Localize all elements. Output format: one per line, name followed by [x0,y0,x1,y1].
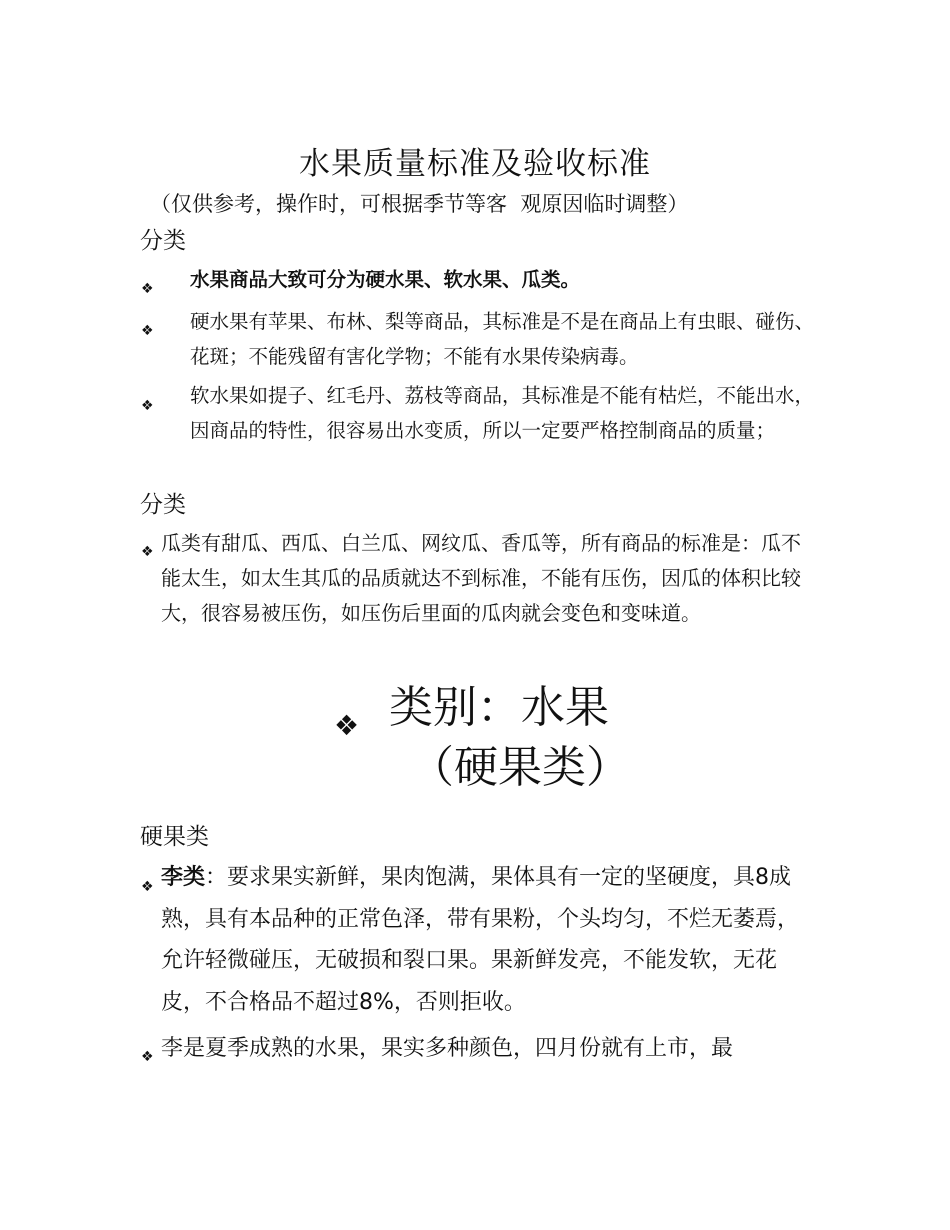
category-title: 类别：水果 [389,682,609,733]
section-heading-classification: 分类 [140,492,186,518]
list-item: 瓜类有甜瓜、西瓜、白兰瓜、网纹瓜、香瓜等，所有商品的标准是：瓜不能太生，如太生其瓜的品质就达不到标准，不能有压伤，因瓜的体积比较大，很容易被压伤，如压伤后里面的瓜肉就会变色和变味道。 [161,531,801,625]
list-item: 软水果如提子、红毛丹、荔枝等商品，其标准是不能有枯烂，不能出水，因商品的特性，很容易出水变质，所以一定要严格控制商品的质量； [190,384,815,442]
bullet-icon: ❖ [334,709,360,742]
list-item: 李是夏季成熟的水果，果实多种颜色，四月份就有上市，最 [161,1036,734,1061]
section-heading-hard-fruit: 硬果类 [140,824,209,850]
list-item: 硬水果有苹果、布林、梨等商品，其标准是不是在商品上有虫眼、碰伤、花斑；不能残留有害化学物；不能有水果传染病毒。 [190,310,815,368]
bullet-icon: ❖ [141,879,154,895]
bullet-icon: ❖ [141,398,154,414]
bullet-icon: ❖ [141,323,154,339]
category-subtitle: （硬果类） [410,742,630,793]
bullet-icon: ❖ [141,1049,154,1065]
item-label: 李类 [161,865,206,890]
item-text: ：要求果实新鲜，果肉饱满，果体具有一定的坚硬度，具8成熟，具有本品种的正常色泽，带有果粉，个头均匀，不烂无萎焉，允许轻微碰压，无破损和裂口果。果新鲜发亮，不能发软，无花皮，不合格品不超过8%，否则拒收。 [161,865,800,1015]
bullet-icon: ❖ [141,281,154,297]
bullet-icon: ❖ [141,544,154,560]
list-item [161,857,816,1023]
document-subtitle: （仅供参考，操作时，可根据季节等客 观原因临时调整） [150,192,689,216]
list-item: 水果商品大致可分为硬水果、软水果、瓜类。 [190,268,581,291]
category-heading [0,678,950,798]
document-title: 水果质量标准及验收标准 [299,146,651,182]
section-heading-classification: 分类 [140,228,186,254]
